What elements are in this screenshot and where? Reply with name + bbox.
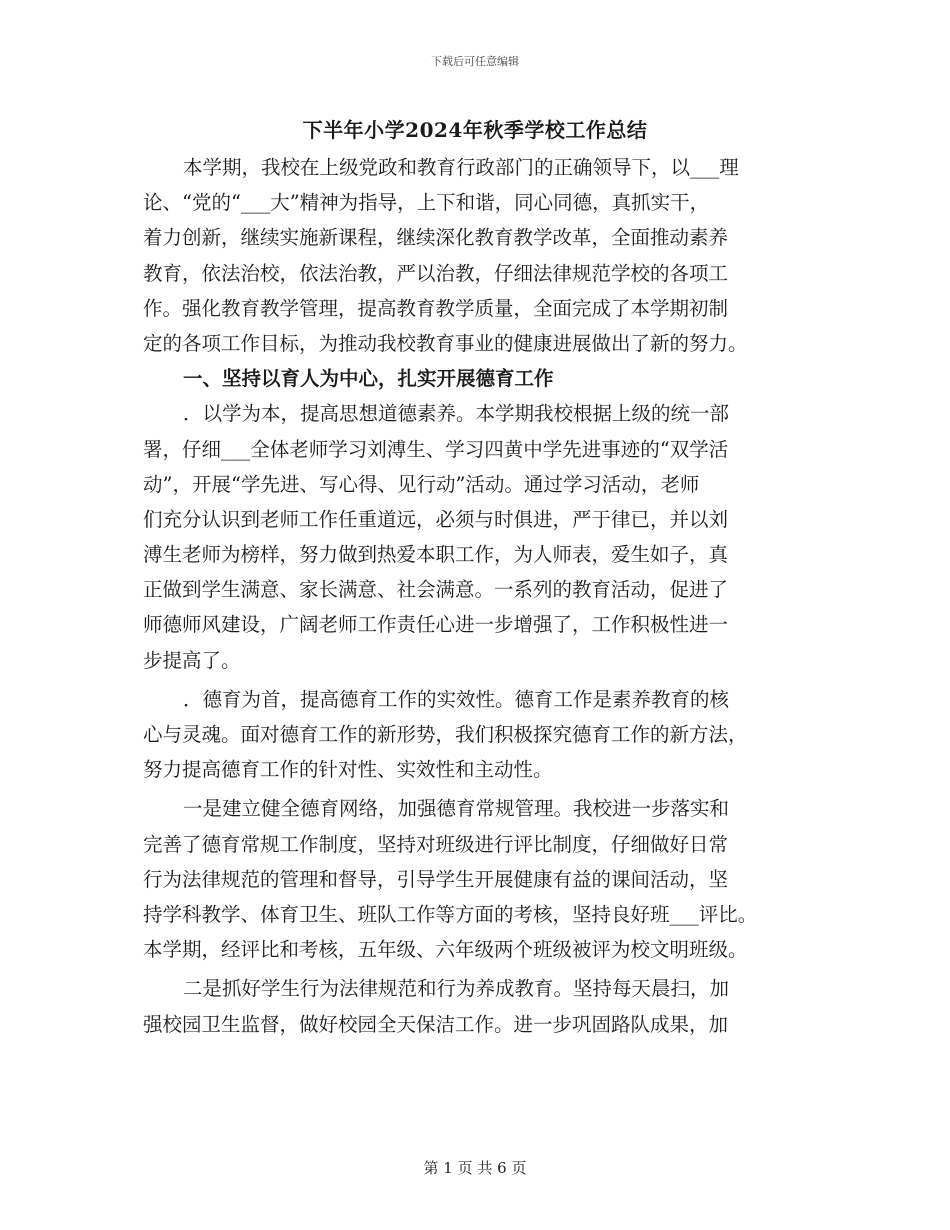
document-title: 下半年小学2024年秋季学校工作总结 bbox=[302, 118, 648, 142]
body-line: 教育，依法治校，依法治教，严以治教，仔细法律规范学校的各项工 bbox=[143, 261, 729, 285]
body-line: 动”，开展“学先进、写心得、见行动”活动。通过学习活动，老师 bbox=[143, 472, 700, 496]
body-line: 作。强化教育教学管理，提高教育教学质量，全面完成了本学期初制 bbox=[143, 296, 729, 320]
document-body bbox=[143, 150, 811, 1042]
body-line: 定的各项工作目标，为推动我校教育事业的健康进展做出了新的努力。 bbox=[143, 331, 748, 355]
body-line: ．德育为首，提高德育工作的实效性。德育工作是素养教育的核 bbox=[183, 687, 730, 711]
body-line: 正做到学生满意、家长满意、社会满意。一系列的教育活动，促进了 bbox=[143, 578, 729, 602]
body-line: ．以学为本，提高思想道德素养。本学期我校根据上级的统一部 bbox=[183, 402, 730, 426]
body-line: 师德师风建设，广阔老师工作责任心进一步增强了，工作积极性进一 bbox=[143, 613, 729, 637]
page-number: 第 1 页 共 6 页 bbox=[423, 1159, 527, 1177]
body-line: 们充分认识到老师工作任重道远，必须与时俱进，严于律已，并以刘 bbox=[143, 507, 729, 531]
body-line: 溥生老师为榜样，努力做到热爱本职工作，为人师表，爱生如子，真 bbox=[143, 543, 729, 567]
body-line: 论、“党的“___大”精神为指导，上下和谐，同心同德，真抓实干， bbox=[143, 191, 710, 215]
body-line: 心与灵魂。面对德育工作的新形势，我们积极探究德育工作的新方法， bbox=[143, 723, 748, 746]
body-line: 署，仔细___全体老师学习刘溥生、学习四黄中学先进事迹的“双学活 bbox=[143, 437, 729, 461]
body-line: 本学期，经评比和考核，五年级、六年级两个班级被评为校文明班级。 bbox=[143, 938, 748, 962]
body-line: 着力创新，继续实施新课程，继续深化教育教学改革，全面推动素养 bbox=[143, 226, 729, 250]
body-line: 一是建立健全德育网络，加强德育常规管理。我校进一步落实和 bbox=[183, 797, 730, 821]
body-line: 步提高了。 bbox=[143, 648, 241, 672]
body-line: 持学科教学、体育卫生、班队工作等方面的考核，坚持良好班___评比。 bbox=[143, 902, 758, 926]
body-line: 完善了德育常规工作制度，坚持对班级进行评比制度，仔细做好日常 bbox=[143, 832, 729, 856]
body-line: 强校园卫生监督，做好校园全天保洁工作。进一步巩固路队成果，加 bbox=[143, 1012, 729, 1036]
body-line: 努力提高德育工作的针对性、实效性和主动性。 bbox=[143, 758, 553, 782]
body-line: 行为法律规范的管理和督导，引导学生开展健康有益的课间活动，坚 bbox=[143, 867, 729, 891]
header-note: 下载后可任意编辑 bbox=[431, 55, 519, 68]
section-heading: 一、坚持以育人为中心，扎实开展德育工作 bbox=[183, 367, 554, 391]
body-line: 二是抓好学生行为法律规范和行为养成教育。坚持每天晨扫，加 bbox=[183, 977, 730, 1001]
body-line: 本学期，我校在上级党政和教育行政部门的正确领导下，以___理 bbox=[183, 156, 739, 179]
